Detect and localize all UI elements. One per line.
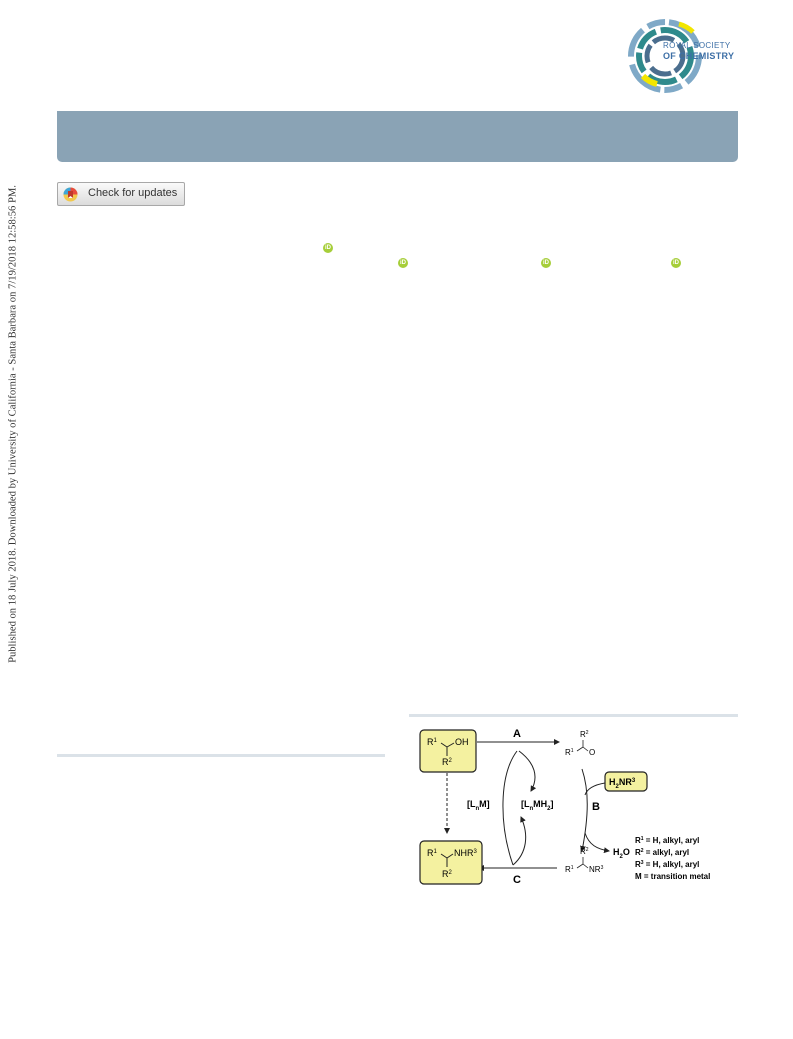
carbonyl-r1: $R^1$ [565, 748, 574, 757]
reaction-scheme-figure [417, 725, 729, 895]
rsc-logo-line2: OF CHEMISTRY [663, 51, 735, 61]
crossmark-icon [63, 187, 78, 202]
product-r2: $R^2$ [442, 869, 452, 879]
rsc-logo-line1: ROYAL SOCIETY [663, 41, 731, 50]
download-notice-sidebar [4, 159, 22, 689]
carbonyl-r2: $R^2$ [580, 730, 589, 739]
imine-r1: $R^1$ [565, 865, 574, 874]
substituent-legend [635, 836, 710, 881]
journal-header-banner [57, 111, 738, 162]
water-label: $H_2O$ [613, 847, 630, 860]
step-a-label: A [513, 728, 521, 740]
alcohol-oh: OH [455, 737, 469, 747]
legend-r2: $R^2$ = alkyl, aryl [635, 848, 690, 857]
orcid-icon[interactable]: iD [673, 260, 679, 266]
check-for-updates-button[interactable] [57, 182, 185, 206]
carbonyl-o: O [589, 748, 596, 757]
rsc-logo-text [663, 40, 734, 62]
alcohol-r1: $R^1$ [427, 737, 437, 747]
imine-nr: $NR^3$ [589, 865, 604, 874]
amine-reagent: $H_2NR^3$ [609, 777, 636, 790]
figure-top-rule [409, 714, 738, 717]
imine-r2: $R^2$ [580, 847, 589, 856]
orcid-icon[interactable]: iD [325, 245, 331, 251]
water-release-arrow [585, 833, 609, 851]
step-b-label: B [592, 801, 600, 813]
catalyst-lnmh2: $[L_nMH_2]$ [521, 799, 554, 812]
alcohol-r2: $R^2$ [442, 757, 452, 767]
cycle-right-upper-arc [519, 751, 535, 791]
legend-r1: $R^1 = H$, alkyl, aryl [635, 836, 700, 845]
cycle-left-arc [503, 751, 517, 865]
catalyst-lnm: $[L_nM]$ [467, 799, 490, 812]
orcid-icon[interactable]: iD [543, 260, 549, 266]
check-for-updates-label: Check for updates [88, 187, 178, 199]
download-notice-text: Published on 18 July 2018. Downloaded by University of California - Santa Barbara on 7/19/2018 12:58:56 PM. [7, 185, 19, 663]
legend-m: M = transition metal [635, 872, 711, 881]
orcid-icon[interactable]: iD [400, 260, 406, 266]
product-nhr: NHR$^3$ [454, 848, 477, 858]
cycle-right-lower-arc [513, 817, 526, 865]
product-r1: $R^1$ [427, 848, 437, 858]
arrow-b [582, 769, 587, 851]
column-divider-rule [57, 754, 385, 757]
legend-r3: $R^3 = H$, alkyl, aryl [635, 860, 700, 869]
step-c-label: C [513, 874, 521, 886]
reaction-scheme-svg [417, 725, 729, 895]
